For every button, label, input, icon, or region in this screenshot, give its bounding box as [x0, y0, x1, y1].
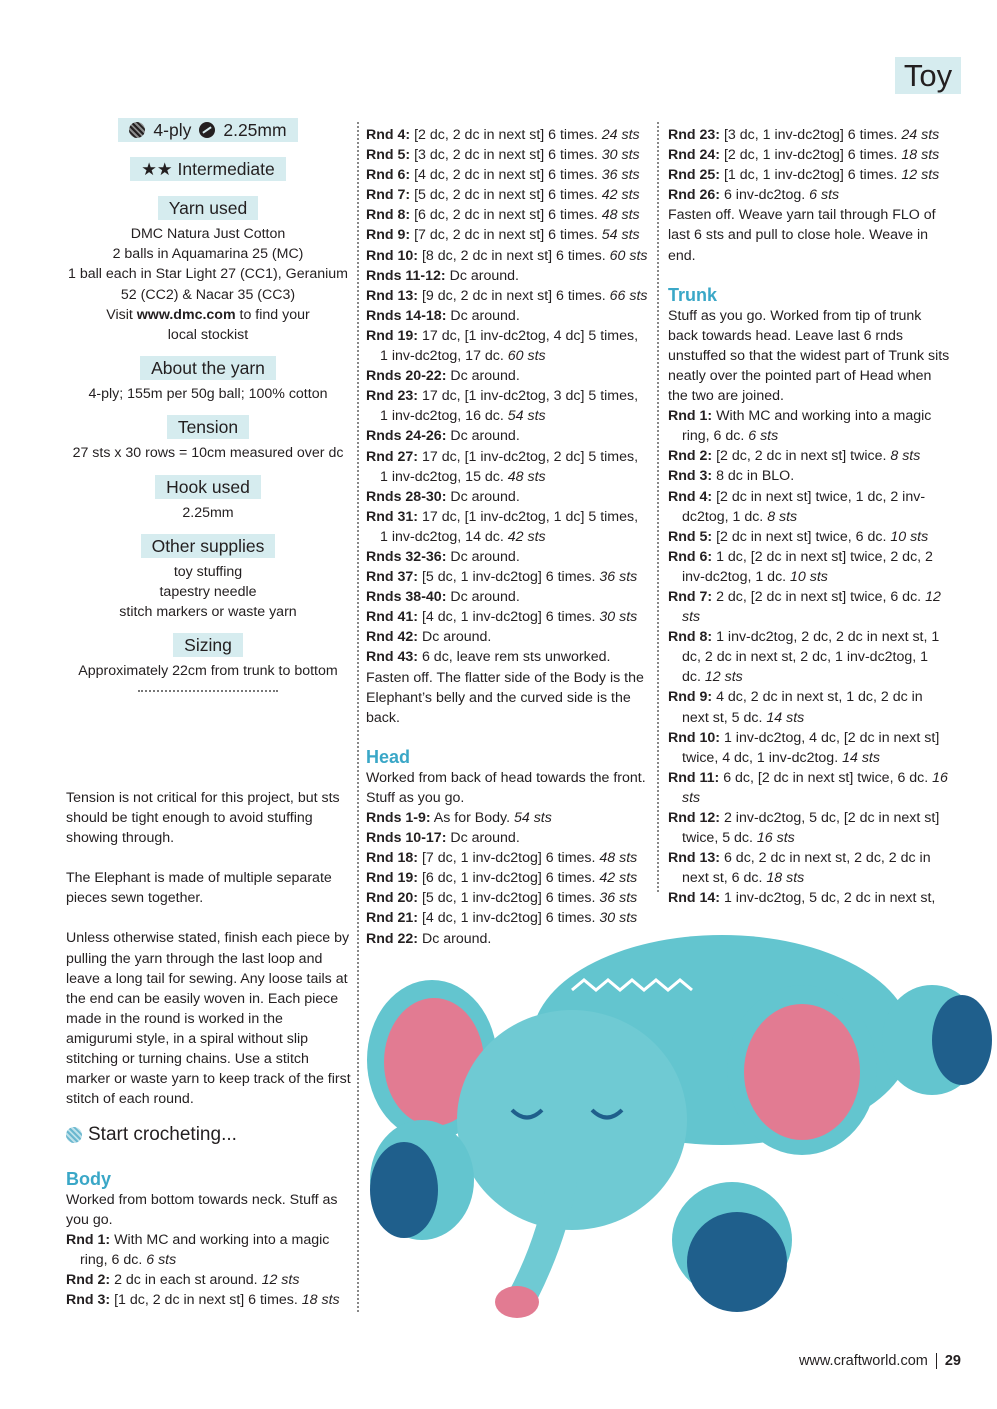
supply-item: toy stuffing	[173, 563, 243, 580]
column-2	[366, 125, 648, 949]
round-label: Rnds 11-12:	[366, 267, 446, 284]
stitch-count: 14 sts	[842, 749, 880, 766]
pattern-round	[366, 185, 648, 205]
round-label: Rnd 13:	[366, 287, 419, 304]
round-instruction: 6 dc, [2 dc in next st] twice, 6 dc.	[719, 769, 933, 786]
other-heading: Other supplies	[141, 534, 276, 558]
pattern-round	[366, 828, 648, 848]
round-instruction: [2 dc, 2 dc in next st] twice.	[712, 448, 891, 465]
stitch-count: 30 sts	[599, 910, 638, 927]
body-outro: Fasten off. The flatter side of the Body is the Elephant’s belly and the curved side is the back.	[366, 669, 644, 726]
round-instruction: 17 dc, [1 inv-dc2tog, 3 dc] 5 times, 1 inv-dc2tog, 16 dc.	[380, 388, 639, 425]
round-label: Rnd 5:	[366, 147, 411, 164]
stitch-count: 54 sts	[601, 227, 640, 244]
round-label: Rnd 3:	[668, 468, 713, 485]
round-label: Rnd 24:	[668, 147, 721, 164]
pattern-round	[668, 587, 950, 627]
stitch-count: 18 sts	[301, 1292, 340, 1309]
round-instruction: Dc around.	[418, 629, 492, 646]
stitch-count: 6 sts	[748, 428, 779, 445]
elephant-foot	[932, 995, 992, 1085]
round-label: Rnd 2:	[66, 1272, 111, 1289]
stitch-count: 18 sts	[766, 870, 805, 887]
yarn-ball-icon	[129, 122, 145, 138]
stitch-count: 36 sts	[599, 890, 638, 907]
round-instruction: [6 dc, 1 inv-dc2tog] 6 times.	[418, 870, 600, 887]
pattern-round	[366, 306, 648, 326]
round-instruction: Dc around.	[446, 589, 520, 606]
stitch-count: 16 sts	[756, 830, 795, 847]
elephant-foot	[687, 1212, 787, 1312]
round-label: Rnd 23:	[366, 388, 419, 405]
round-instruction: Dc around.	[446, 307, 520, 324]
round-label: Rnd 11:	[668, 769, 720, 786]
stitch-count: 42 sts	[601, 187, 640, 204]
round-instruction: As for Body.	[430, 810, 514, 826]
round-label: Rnd 14:	[668, 890, 721, 907]
level: Intermediate	[177, 159, 275, 179]
round-label: Rnd 20:	[366, 890, 419, 907]
pattern-round	[668, 527, 950, 547]
round-instruction: [9 dc, 2 dc in next st] 6 times.	[418, 287, 610, 304]
round-instruction: With MC and working into a magic ring, 6 dc.	[80, 1232, 330, 1269]
round-label: Rnd 42:	[366, 629, 419, 646]
yarn-line: 52 (CC2) & Nacar 35 (CC3)	[120, 286, 296, 303]
round-instruction: [4 dc, 1 inv-dc2tog] 6 times.	[418, 609, 600, 626]
elephant-foot	[370, 1142, 438, 1238]
round-instruction: Dc around.	[446, 428, 520, 445]
round-label: Rnd 5:	[668, 528, 713, 545]
stitch-count: 54 sts	[513, 810, 552, 826]
round-label: Rnd 41:	[366, 609, 419, 626]
hook-text: 2.25mm	[182, 504, 234, 521]
info-column	[66, 118, 350, 703]
elephant-photo	[362, 890, 997, 1330]
pattern-round	[66, 1290, 356, 1310]
round-instruction: 1 inv-dc2tog, 2 dc, 2 dc in next st, 1 dc, 2 dc in next st, 2 dc, 1 inv-dc2tog, 1 dc.	[682, 629, 940, 686]
stitch-count: 10 sts	[890, 528, 929, 545]
crochet-hook-icon	[199, 122, 215, 138]
round-instruction: Dc around.	[418, 930, 492, 947]
visit-line-end: local stockist	[167, 327, 249, 344]
round-instruction: 17 dc, [1 inv-dc2tog, 2 dc] 5 times, 1 inv-dc2tog, 15 dc.	[380, 448, 639, 485]
round-label: Rnds 10-17:	[366, 830, 447, 847]
round-label: Rnd 19:	[366, 870, 419, 887]
round-label: Rnd 19:	[366, 327, 419, 344]
pattern-round	[366, 627, 648, 647]
footer-separator	[936, 1353, 937, 1369]
round-label: Rnd 3:	[66, 1292, 111, 1309]
stitch-count: 6 sts	[809, 187, 840, 204]
round-label: Rnd 18:	[366, 850, 419, 867]
pattern-round	[668, 487, 950, 527]
section-tab: Toy	[895, 57, 961, 94]
stitch-count: 24 sts	[901, 127, 940, 143]
round-instruction: [5 dc, 1 inv-dc2tog] 6 times.	[418, 890, 600, 907]
round-label: Rnd 13:	[668, 850, 721, 867]
head-outro: Fasten off. Weave yarn tail through FLO of last 6 sts and pull to close hole. Weave in end.	[668, 207, 936, 264]
round-instruction: 2 dc in each st around.	[110, 1272, 262, 1289]
start-heading: Start crocheting...	[66, 1124, 237, 1146]
round-instruction: 2 inv-dc2tog, 5 dc, [2 dc in next st] twice, 5 dc.	[682, 810, 940, 847]
round-label: Rnds 1-9:	[366, 810, 431, 826]
round-label: Rnd 26:	[668, 187, 721, 204]
pattern-round	[668, 145, 950, 165]
pattern-round	[668, 547, 950, 587]
stitch-count: 36 sts	[599, 569, 638, 586]
elephant-ear-right-inner	[744, 1004, 860, 1140]
stitch-count: 16 sts	[682, 769, 948, 806]
round-instruction: 17 dc, [1 inv-dc2tog, 4 dc] 5 times, 1 inv-dc2tog, 17 dc.	[380, 327, 639, 365]
round-label: Rnd 10:	[366, 247, 419, 264]
round-instruction: 6 dc, leave rem sts unworked.	[418, 649, 611, 666]
pattern-round	[668, 848, 950, 888]
round-instruction: [7 dc, 1 inv-dc2tog] 6 times.	[418, 850, 600, 867]
trunk-tip	[495, 1286, 539, 1318]
stitch-count: 12 sts	[261, 1272, 300, 1289]
round-instruction: [2 dc, 1 inv-dc2tog] 6 times.	[720, 147, 902, 164]
stitch-count: 8 sts	[890, 448, 921, 465]
hook-size: 2.25mm	[223, 120, 287, 140]
round-label: Rnds 24-26:	[366, 428, 447, 445]
round-label: Rnd 6:	[668, 548, 713, 565]
round-instruction: [7 dc, 2 dc in next st] 6 times.	[410, 227, 602, 244]
round-instruction: 4 dc, 2 dc in next st, 1 dc, 2 dc in next st, 5 dc.	[682, 689, 923, 726]
round-label: Rnd 8:	[366, 207, 411, 224]
round-label: Rnd 7:	[668, 588, 713, 605]
round-instruction: [3 dc, 2 dc in next st] 6 times.	[410, 147, 602, 164]
stitch-count: 54 sts	[507, 408, 546, 425]
round-instruction: 17 dc, [1 inv-dc2tog, 1 dc] 5 times, 1 inv-dc2tog, 14 dc.	[380, 508, 639, 545]
stitch-count: 48 sts	[599, 850, 638, 867]
body-intro: Worked from bottom towards neck. Stuff as you go.	[66, 1192, 338, 1229]
pattern-round	[366, 366, 648, 386]
stitch-count: 36 sts	[601, 167, 640, 184]
star-icon: ★★	[141, 159, 173, 179]
round-label: Rnd 10:	[668, 729, 721, 746]
round-label: Rnd 4:	[668, 488, 713, 505]
round-instruction: [1 dc, 2 dc in next st] 6 times.	[110, 1292, 302, 1309]
stitch-count: 66 sts	[609, 287, 648, 304]
pattern-round	[668, 728, 950, 768]
round-label: Rnd 27:	[366, 448, 419, 465]
pattern-round	[66, 1270, 356, 1290]
pattern-round	[366, 246, 648, 266]
pattern-round	[668, 165, 950, 185]
column-3	[668, 125, 950, 908]
round-label: Rnd 6:	[366, 167, 411, 184]
tension-text: 27 sts x 30 rows = 10cm measured over dc	[72, 445, 344, 462]
round-instruction: [2 dc in next st] twice, 1 dc, 2 inv-dc2tog, 1 dc.	[682, 488, 926, 525]
round-label: Rnd 1:	[66, 1232, 111, 1249]
column-1	[66, 1168, 356, 1311]
round-label: Rnd 21:	[366, 910, 419, 927]
column-divider	[357, 122, 359, 1312]
stitch-count: 60 sts	[609, 247, 648, 264]
note-paragraph: Tension is not critical for this project, but sts should be tight enough to avoid stuffing showing through.	[66, 790, 340, 847]
note-paragraph: The Elephant is made of multiple separate pieces sewn together.	[66, 870, 332, 907]
round-instruction: [4 dc, 1 inv-dc2tog] 6 times.	[418, 910, 600, 927]
supply-item: tapestry needle	[159, 584, 257, 601]
round-instruction: 1 inv-dc2tog, 5 dc, 2 dc in next st,	[720, 890, 936, 907]
round-label: Rnd 12:	[668, 810, 721, 826]
pattern-round	[366, 165, 648, 185]
stitch-count: 10 sts	[790, 568, 828, 585]
note-paragraph: Unless otherwise stated, finish each piece by pulling the yarn through the last loop and leave a long tail for sewing. Any loose tails at the end can be easily woven in. Each piece made in the round is worked in the amigurumi style, in a spiral without slip stitching or turning chains. Use a stitch marker or waste yarn to keep track of the first stitch of each round.	[66, 930, 351, 1108]
supply-item: stitch markers or waste yarn	[119, 604, 297, 621]
round-label: Rnd 2:	[668, 448, 713, 465]
dotted-divider	[138, 690, 278, 692]
pattern-round	[366, 125, 648, 145]
pattern-round	[366, 205, 648, 225]
stitch-count: 30 sts	[601, 147, 640, 164]
stitch-count: 12 sts	[901, 167, 940, 184]
pattern-round	[366, 647, 648, 667]
yarn-line: 2 balls in Aquamarina 25 (MC)	[112, 246, 304, 263]
pattern-round	[366, 607, 648, 627]
pattern-round	[366, 868, 648, 888]
specs-pill	[118, 118, 297, 142]
page-number: 29	[944, 1353, 961, 1369]
pattern-round	[668, 687, 950, 727]
about-heading: About the yarn	[140, 356, 276, 380]
footer	[799, 1353, 961, 1369]
round-instruction: Dc around.	[446, 488, 520, 505]
stitch-count: 42 sts	[507, 528, 546, 545]
sizing-text: Approximately 22cm from trunk to bottom	[78, 663, 338, 680]
pattern-round	[366, 286, 648, 306]
round-instruction: [8 dc, 2 dc in next st] 6 times.	[418, 247, 610, 264]
stitch-count: 12 sts	[704, 669, 743, 686]
pattern-round	[366, 386, 648, 426]
pattern-round	[366, 587, 648, 607]
stitch-count: 14 sts	[766, 709, 805, 726]
round-instruction: [2 dc, 2 dc in next st] 6 times.	[410, 127, 602, 143]
round-label: Rnd 9:	[668, 689, 713, 706]
round-instruction: 2 dc, [2 dc in next st] twice, 6 dc.	[712, 588, 926, 605]
yarn-line: 1 ball each in Star Light 27 (CC1), Geranium	[68, 266, 348, 283]
yarn-ball-icon	[66, 1127, 82, 1143]
round-instruction: 8 dc in BLO.	[712, 468, 795, 485]
ply: 4-ply	[153, 120, 192, 140]
round-label: Rnd 7:	[366, 187, 411, 204]
notes	[66, 788, 352, 1129]
pattern-round	[366, 507, 648, 547]
round-instruction: Dc around.	[446, 548, 520, 565]
footer-url[interactable]: www.craftworld.com	[798, 1353, 928, 1369]
round-label: Rnd 1:	[668, 408, 713, 425]
round-label: Rnd 37:	[366, 569, 419, 586]
round-label: Rnd 25:	[668, 167, 721, 184]
stitch-count: 48 sts	[507, 468, 546, 485]
stitch-count: 48 sts	[601, 207, 640, 224]
yarn-line: DMC Natura Just Cotton	[130, 226, 286, 242]
round-label: Rnds 14-18:	[366, 307, 447, 324]
visit-line: Visit www.dmc.com to find your	[106, 306, 310, 323]
head-heading: Head	[366, 746, 411, 767]
pattern-round	[366, 326, 648, 366]
pattern-round	[366, 547, 648, 567]
stitch-count: 30 sts	[599, 609, 638, 626]
level-pill	[130, 157, 286, 181]
trunk-heading: Trunk	[668, 284, 718, 305]
sizing-heading: Sizing	[173, 633, 243, 657]
round-instruction: [2 dc in next st] twice, 6 dc.	[712, 528, 891, 545]
round-instruction: Dc around.	[446, 368, 520, 385]
round-instruction: 1 dc, [2 dc in next st] twice, 2 dc, 2 inv-dc2tog, 1 dc.	[682, 548, 933, 585]
stitch-count: 18 sts	[901, 147, 940, 164]
tension-heading: Tension	[167, 415, 249, 439]
pattern-round	[366, 266, 648, 286]
pattern-round	[366, 487, 648, 507]
pattern-round	[366, 426, 648, 446]
round-label: Rnds 28-30:	[366, 488, 447, 505]
round-instruction: Dc around.	[445, 267, 519, 284]
round-instruction: [4 dc, 2 dc in next st] 6 times.	[410, 167, 602, 184]
pattern-round	[66, 1230, 356, 1270]
pattern-round	[668, 185, 950, 205]
round-label: Rnds 38-40:	[366, 589, 447, 606]
pattern-round	[668, 125, 950, 145]
stitch-count: 6 sts	[146, 1252, 177, 1269]
pattern-round	[668, 808, 950, 848]
round-label: Rnd 9:	[366, 227, 411, 244]
round-instruction: Dc around.	[446, 830, 520, 847]
hook-heading: Hook used	[155, 475, 261, 499]
round-instruction: With MC and working into a magic ring, 6 dc.	[682, 408, 932, 445]
column-divider	[657, 122, 659, 892]
round-instruction: 6 dc, 2 dc in next st, 2 dc, 2 dc in next st, 6 dc.	[682, 850, 931, 887]
round-instruction: [5 dc, 2 dc in next st] 6 times.	[410, 187, 602, 204]
round-label: Rnds 32-36:	[366, 548, 447, 565]
round-label: Rnd 22:	[366, 930, 419, 947]
round-instruction: [6 dc, 2 dc in next st] 6 times.	[410, 207, 602, 224]
round-label: Rnd 23:	[668, 127, 721, 143]
stitch-count: 12 sts	[682, 588, 941, 626]
pattern-round	[366, 145, 648, 165]
round-instruction: 1 inv-dc2tog, 4 dc, [2 dc in next st] twice, 4 dc, 1 inv-dc2tog.	[682, 729, 940, 766]
stitch-count: 60 sts	[507, 348, 546, 365]
head-intro: Worked from back of head towards the front. Stuff as you go.	[366, 769, 646, 806]
round-label: Rnds 20-22:	[366, 368, 447, 385]
round-instruction: 6 inv-dc2tog.	[720, 187, 810, 204]
round-label: Rnd 4:	[366, 127, 411, 143]
pattern-round	[366, 808, 648, 828]
yarn-used-heading: Yarn used	[158, 196, 258, 220]
body-heading: Body	[66, 1169, 111, 1189]
pattern-round	[366, 567, 648, 587]
round-instruction: [3 dc, 1 inv-dc2tog] 6 times.	[720, 127, 902, 143]
trunk-intro: Stuff as you go. Worked from tip of trunk back towards head. Leave last 6 rnds unstuffed so that the widest part of Trunk sits neatly over the pointed part of Head when the two are joined.	[668, 307, 950, 405]
stitch-count: 24 sts	[601, 127, 640, 143]
pattern-round	[668, 627, 950, 687]
pattern-round	[366, 848, 648, 868]
round-label: Rnd 43:	[366, 649, 419, 666]
pattern-round	[668, 768, 950, 808]
round-instruction: [1 dc, 1 inv-dc2tog] 6 times.	[720, 167, 902, 184]
pattern-round	[366, 447, 648, 487]
pattern-round	[668, 466, 950, 486]
round-label: Rnd 8:	[668, 629, 713, 646]
pattern-round	[366, 225, 648, 245]
stitch-count: 42 sts	[599, 870, 638, 887]
about-text: 4-ply; 155m per 50g ball; 100% cotton	[88, 386, 328, 403]
round-label: Rnd 31:	[366, 508, 419, 525]
stitch-count: 8 sts	[767, 508, 798, 525]
pattern-round	[668, 406, 950, 446]
pattern-round	[668, 446, 950, 466]
dmc-link[interactable]: www.dmc.com	[136, 306, 236, 323]
round-instruction: [5 dc, 1 inv-dc2tog] 6 times.	[418, 569, 600, 586]
